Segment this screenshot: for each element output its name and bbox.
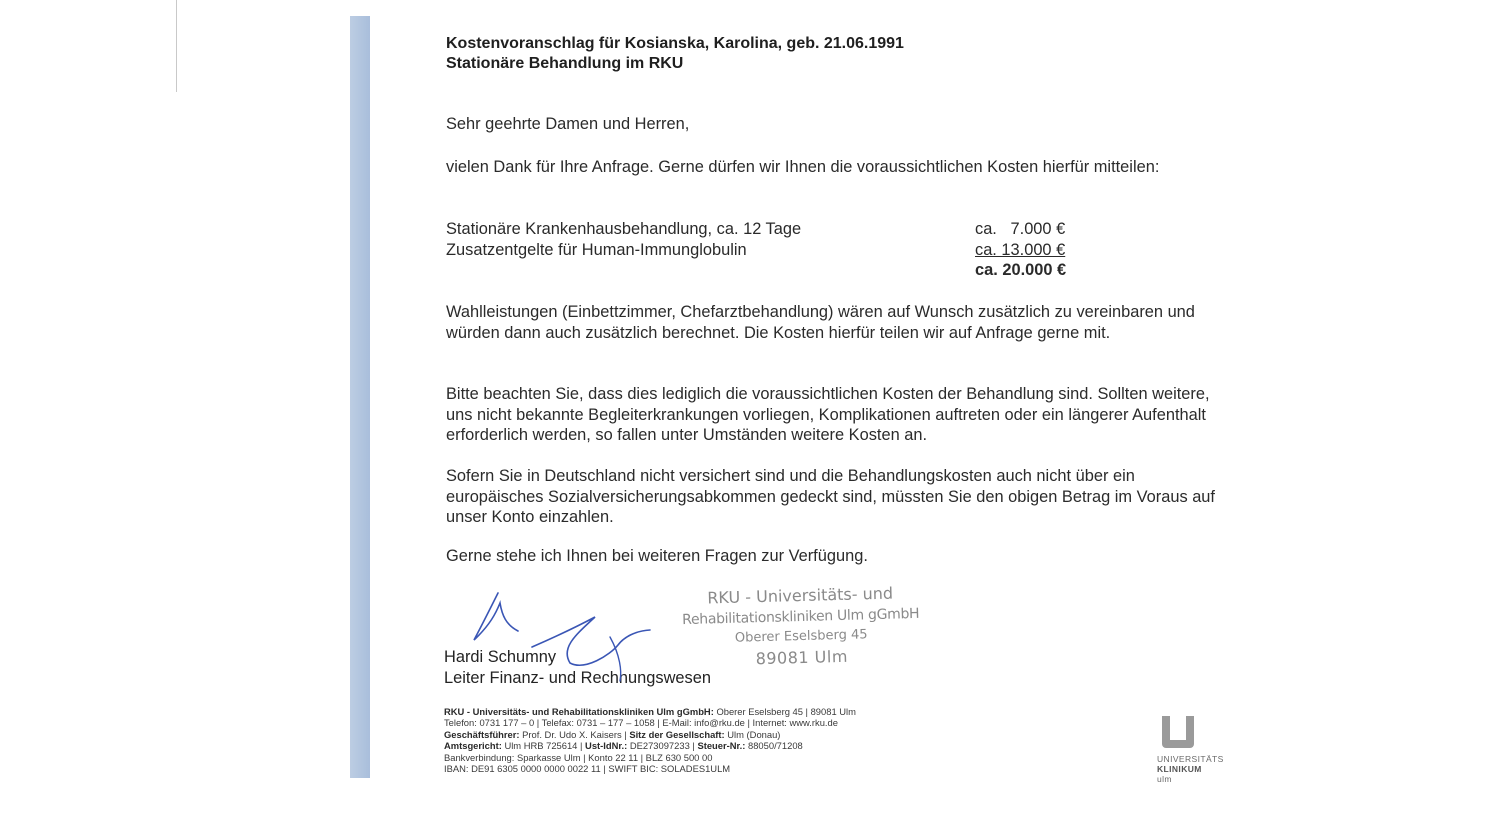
footer-iban: IBAN: DE91 6305 0000 0000 0022 11 | SWIFT BIC: SOLADES1ULM [444, 763, 731, 775]
cost-row [446, 240, 1086, 261]
cost-row [446, 219, 1086, 240]
footer-contact: Telefon: 0731 177 – 0 | Telefax: 0731 – 177 – 1058 | E-Mail: info@rku.de | Internet: www.rku.de [444, 717, 838, 729]
cost-total-row [446, 260, 1086, 281]
uniklinik-logo [1157, 716, 1247, 784]
paragraph-wahlleistungen: Wahlleistungen (Einbettzimmer, Chefarztbehandlung) wären auf Wunsch zusätzlich zu vereinbaren und würden dann auch zusätzlich berechnet. Die Kosten hierfür teilen wir auf Anfrage gerne mit. [446, 303, 1195, 342]
page-side-bar [350, 16, 370, 778]
footer-company: RKU - Universitäts- und Rehabilitationskliniken Ulm gGmbH: Oberer Eselsberg 45 | 89081 Ulm [444, 706, 856, 717]
intro-text: vielen Dank für Ihre Anfrage. Gerne dürfen wir Ihnen die voraussichtlichen Kosten hierfür mitteilen: [446, 158, 1160, 176]
footer-bank: Bankverbindung: Sparkasse Ulm | Konto 22 11 | BLZ 630 500 00 [444, 751, 713, 763]
stamp-line: RKU - Universitäts- und [707, 583, 894, 608]
closing-text: Gerne stehe ich Ihnen bei weiteren Fragen zur Verfügung. [446, 547, 868, 565]
salutation: Sehr geehrte Damen und Herren, [446, 115, 690, 133]
cost-amount: ca. 7.000 € [975, 220, 1066, 238]
subject-line-1: Kostenvoranschlag für Kosianska, Karolina, geb. 21.06.1991 [446, 35, 904, 52]
stamp-line: 89081 Ulm [755, 646, 849, 669]
cost-label: Zusatzentgelte für Human-Immunglobulin [446, 240, 747, 259]
company-stamp [675, 582, 927, 673]
subject-line-2: Stationäre Behandlung im RKU [446, 55, 684, 72]
cost-table [446, 219, 1086, 281]
footer-management: Geschäftsführer: Prof. Dr. Udo X. Kaisers | Sitz der Gesellschaft: Ulm (Donau) [444, 728, 781, 740]
logo-text: UNIVERSITÄTS KLINIKUM ulm [1157, 754, 1224, 784]
footer-registry: Amtsgericht: Ulm HRB 725614 | Ust-IdNr.: DE273097233 | Steuer-Nr.: 88050/71208 [444, 740, 803, 752]
signer-title: Leiter Finanz- und Rechnungswesen [444, 668, 711, 687]
signer-name: Hardi Schumny [444, 648, 557, 666]
cost-amount: ca. 13.000 € [975, 240, 1066, 259]
u-logo-icon [1162, 716, 1194, 748]
stamp-line: Rehabilitationskliniken Ulm gGmbH [681, 605, 920, 629]
cost-total: ca. 20.000 € [975, 261, 1067, 279]
stamp-line: Oberer Eselsberg 45 [734, 627, 868, 646]
paragraph-versicherung: Sofern Sie in Deutschland nicht versichert sind und die Behandlungskosten auch nicht über ein europäisches Sozialversicherungsabkommen gedeckt sind, müssten Sie den obigen Betrag im Voraus auf unser Konto einzahlen. [446, 467, 1215, 526]
letter-footer [444, 706, 856, 774]
page-edge-rule [176, 0, 177, 92]
paragraph-hinweis: Bitte beachten Sie, dass dies lediglich die voraussichtlichen Kosten der Behandlung sind. Sollten weitere, uns nicht bekannte Begleiterkrankungen vorliegen, Komplikationen auftreten oder ein längerer Aufenthalt erforderlich werden, so fallen unter Umständen weitere Kosten an. [446, 385, 1210, 444]
cost-label: Stationäre Krankenhausbehandlung, ca. 12 Tage [446, 220, 802, 238]
handwritten-signature [460, 585, 670, 685]
letter-subject [446, 34, 904, 74]
